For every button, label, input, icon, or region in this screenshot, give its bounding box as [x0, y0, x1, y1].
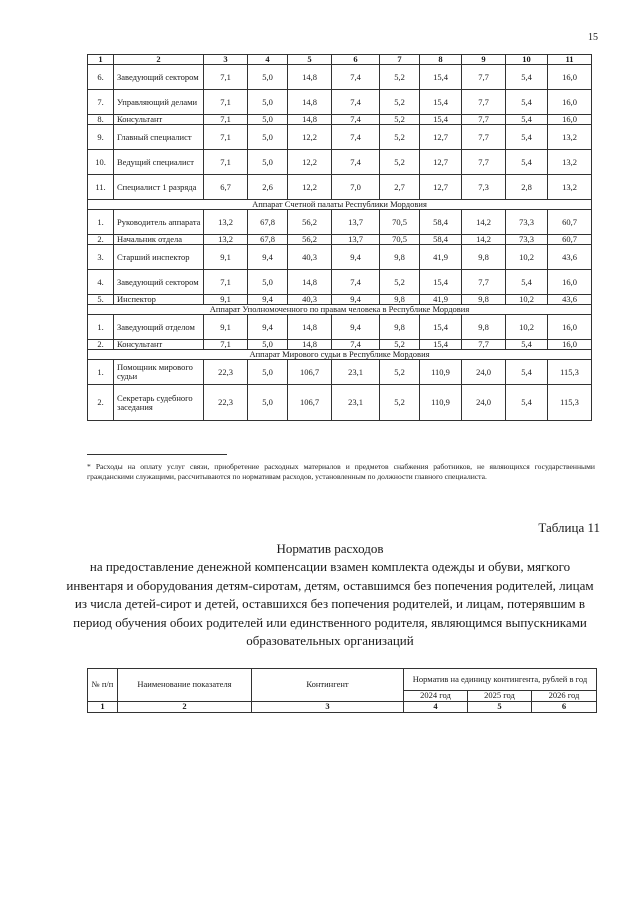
col-header-number: № п/п — [88, 669, 118, 702]
value-cell: 16,0 — [548, 90, 592, 115]
value-cell: 43,6 — [548, 295, 592, 305]
norm-heading — [60, 540, 600, 651]
col-header-year-2026: 2026 год — [532, 691, 597, 702]
position-name-cell: Заведующий сектором — [114, 65, 204, 90]
value-cell: 16,0 — [548, 270, 592, 295]
value-cell: 7,4 — [332, 150, 380, 175]
value-cell: 5,4 — [506, 150, 548, 175]
position-name-cell: Заведующий сектором — [114, 270, 204, 295]
value-cell: 14,8 — [288, 115, 332, 125]
value-cell: 7,7 — [462, 90, 506, 115]
value-cell: 12,7 — [420, 150, 462, 175]
value-cell: 7,4 — [332, 125, 380, 150]
value-cell: 7,1 — [204, 125, 248, 150]
value-cell: 10,2 — [506, 295, 548, 305]
value-cell: 58,4 — [420, 235, 462, 245]
value-cell: 7,0 — [332, 175, 380, 200]
value-cell: 9,1 — [204, 315, 248, 340]
value-cell: 5,2 — [380, 90, 420, 115]
value-cell: 5,2 — [380, 340, 420, 350]
value-cell: 7,1 — [204, 270, 248, 295]
value-cell: 67,8 — [248, 235, 288, 245]
value-cell: 5,4 — [506, 125, 548, 150]
col-number-cell: 6 — [532, 702, 597, 713]
section-row — [88, 200, 592, 210]
value-cell: 41,9 — [420, 295, 462, 305]
value-cell: 5,2 — [380, 65, 420, 90]
value-cell: 7,4 — [332, 340, 380, 350]
value-cell: 40,3 — [288, 295, 332, 305]
position-name-cell: Управляющий делами — [114, 90, 204, 115]
value-cell: 12,7 — [420, 175, 462, 200]
value-cell: 115,3 — [548, 385, 592, 421]
value-cell: 106,7 — [288, 385, 332, 421]
value-cell: 60,7 — [548, 235, 592, 245]
value-cell: 5,2 — [380, 385, 420, 421]
row-number-cell: 5. — [88, 295, 114, 305]
value-cell: 22,3 — [204, 385, 248, 421]
value-cell: 9,4 — [332, 295, 380, 305]
value-cell: 15,4 — [420, 315, 462, 340]
column-number-cell: 10 — [506, 55, 548, 65]
value-cell: 15,4 — [420, 90, 462, 115]
value-cell: 9,4 — [248, 295, 288, 305]
value-cell: 5,4 — [506, 270, 548, 295]
value-cell: 73,3 — [506, 235, 548, 245]
value-cell: 2,6 — [248, 175, 288, 200]
section-title: Аппарат Уполномоченного по правам человека в Республике Мордовия — [88, 305, 592, 315]
col-number-cell: 1 — [88, 702, 118, 713]
position-name-cell: Начальник отдела — [114, 235, 204, 245]
row-number-cell: 11. — [88, 175, 114, 200]
col-number-cell: 5 — [468, 702, 532, 713]
value-cell: 16,0 — [548, 340, 592, 350]
table-row — [88, 65, 592, 90]
value-cell: 5,0 — [248, 90, 288, 115]
value-cell: 5,2 — [380, 115, 420, 125]
col-header-contingent: Контингент — [252, 669, 404, 702]
value-cell: 12,2 — [288, 175, 332, 200]
value-cell: 7,1 — [204, 65, 248, 90]
value-cell: 9,8 — [462, 315, 506, 340]
value-cell: 7,1 — [204, 115, 248, 125]
section-title: Аппарат Мирового судьи в Республике Мордовия — [88, 350, 592, 360]
value-cell: 7,7 — [462, 270, 506, 295]
value-cell: 5,0 — [248, 360, 288, 385]
value-cell: 9,8 — [380, 315, 420, 340]
col-number-cell: 3 — [252, 702, 404, 713]
table-row — [88, 125, 592, 150]
value-cell: 7,7 — [462, 115, 506, 125]
position-name-cell: Старший инспектор — [114, 245, 204, 270]
value-cell: 115,3 — [548, 360, 592, 385]
positions-cost-table-body — [88, 55, 592, 421]
value-cell: 70,5 — [380, 235, 420, 245]
section-row — [88, 305, 592, 315]
position-name-cell: Специалист 1 разряда — [114, 175, 204, 200]
table-row — [88, 295, 592, 305]
value-cell: 14,8 — [288, 315, 332, 340]
footnote: * Расходы на оплату услуг связи, приобретение расходных материалов и предметов снабжения работников, не являющихся государственными гражданскими служащими, рассчитываются по нормативам расходов, установленным по должности главного специалиста. — [87, 462, 595, 482]
col-header-norm: Норматив на единицу контингента, рублей в год — [404, 669, 597, 691]
col-number-cell: 4 — [404, 702, 468, 713]
col-header-year-2025: 2025 год — [468, 691, 532, 702]
value-cell: 9,4 — [248, 315, 288, 340]
value-cell: 9,1 — [204, 295, 248, 305]
position-name-cell: Секретарь судебного заседания — [114, 385, 204, 421]
value-cell: 5,2 — [380, 150, 420, 175]
value-cell: 2,7 — [380, 175, 420, 200]
value-cell: 5,4 — [506, 115, 548, 125]
value-cell: 13,2 — [204, 210, 248, 235]
value-cell: 9,8 — [462, 245, 506, 270]
value-cell: 56,2 — [288, 235, 332, 245]
value-cell: 41,9 — [420, 245, 462, 270]
value-cell: 12,2 — [288, 150, 332, 175]
col-header-name: Наименование показателя — [118, 669, 252, 702]
column-number-cell: 7 — [380, 55, 420, 65]
col-number-cell: 2 — [118, 702, 252, 713]
position-name-cell: Главный специалист — [114, 125, 204, 150]
column-number-cell: 3 — [204, 55, 248, 65]
value-cell: 5,4 — [506, 340, 548, 350]
value-cell: 13,2 — [548, 150, 592, 175]
value-cell: 5,2 — [380, 360, 420, 385]
value-cell: 16,0 — [548, 65, 592, 90]
value-cell: 7,1 — [204, 340, 248, 350]
row-number-cell: 2. — [88, 340, 114, 350]
footnote-divider — [87, 454, 227, 455]
column-number-cell: 5 — [288, 55, 332, 65]
column-number-cell: 2 — [114, 55, 204, 65]
row-number-cell: 4. — [88, 270, 114, 295]
value-cell: 13,7 — [332, 210, 380, 235]
table-row — [88, 315, 592, 340]
row-number-cell: 1. — [88, 360, 114, 385]
value-cell: 9,8 — [380, 295, 420, 305]
column-number-row — [88, 55, 592, 65]
table-row — [88, 270, 592, 295]
table-row — [88, 90, 592, 115]
position-name-cell: Консультант — [114, 340, 204, 350]
value-cell: 6,7 — [204, 175, 248, 200]
value-cell: 23,1 — [332, 360, 380, 385]
position-name-cell: Ведущий специалист — [114, 150, 204, 175]
row-number-cell: 8. — [88, 115, 114, 125]
value-cell: 7,3 — [462, 175, 506, 200]
value-cell: 7,7 — [462, 150, 506, 175]
value-cell: 9,8 — [380, 245, 420, 270]
value-cell: 14,8 — [288, 90, 332, 115]
row-number-cell: 3. — [88, 245, 114, 270]
value-cell: 15,4 — [420, 115, 462, 125]
value-cell: 13,2 — [548, 125, 592, 150]
value-cell: 70,5 — [380, 210, 420, 235]
column-number-cell: 9 — [462, 55, 506, 65]
value-cell: 16,0 — [548, 315, 592, 340]
section-row — [88, 350, 592, 360]
value-cell: 67,8 — [248, 210, 288, 235]
value-cell: 14,2 — [462, 210, 506, 235]
value-cell: 22,3 — [204, 360, 248, 385]
col-header-year-2024: 2024 год — [404, 691, 468, 702]
value-cell: 43,6 — [548, 245, 592, 270]
norm-heading-subtitle: на предоставление денежной компенсации взамен комплекта одежды и обуви, мягкого инвентаря и оборудования детям-сиротам, детям, оставшимся без попечения родителей, лицам из числа детей-сирот и детей, оставшихся без попечения родителей, и лицам, потерявшим в период обучения обоих родителей или единственного родителя, являющимся выпускниками образовательных организаций — [66, 559, 594, 649]
row-number-cell: 2. — [88, 385, 114, 421]
positions-cost-table — [87, 54, 592, 421]
value-cell: 14,8 — [288, 270, 332, 295]
table-row — [88, 175, 592, 200]
table-row — [88, 245, 592, 270]
page-number: 15 — [588, 32, 598, 43]
value-cell: 60,7 — [548, 210, 592, 235]
value-cell: 13,2 — [548, 175, 592, 200]
row-number-cell: 6. — [88, 65, 114, 90]
column-number-cell: 1 — [88, 55, 114, 65]
value-cell: 5,0 — [248, 125, 288, 150]
value-cell: 16,0 — [548, 115, 592, 125]
value-cell: 5,2 — [380, 125, 420, 150]
norm-heading-title: Норматив расходов — [276, 541, 384, 556]
column-number-cell: 8 — [420, 55, 462, 65]
value-cell: 10,2 — [506, 245, 548, 270]
value-cell: 10,2 — [506, 315, 548, 340]
value-cell: 12,7 — [420, 125, 462, 150]
value-cell: 9,1 — [204, 245, 248, 270]
value-cell: 7,1 — [204, 150, 248, 175]
row-number-cell: 1. — [88, 315, 114, 340]
row-number-cell: 10. — [88, 150, 114, 175]
value-cell: 110,9 — [420, 385, 462, 421]
value-cell: 7,4 — [332, 65, 380, 90]
position-name-cell: Инспектор — [114, 295, 204, 305]
value-cell: 56,2 — [288, 210, 332, 235]
value-cell: 14,8 — [288, 65, 332, 90]
value-cell: 24,0 — [462, 360, 506, 385]
value-cell: 13,2 — [204, 235, 248, 245]
table-row — [88, 340, 592, 350]
value-cell: 23,1 — [332, 385, 380, 421]
position-name-cell: Руководитель аппарата — [114, 210, 204, 235]
value-cell: 5,0 — [248, 115, 288, 125]
value-cell: 2,8 — [506, 175, 548, 200]
value-cell: 9,4 — [248, 245, 288, 270]
value-cell: 5,0 — [248, 340, 288, 350]
value-cell: 7,4 — [332, 270, 380, 295]
value-cell: 5,4 — [506, 65, 548, 90]
value-cell: 7,4 — [332, 90, 380, 115]
table-label: Таблица 11 — [538, 520, 600, 535]
value-cell: 5,0 — [248, 65, 288, 90]
value-cell: 7,1 — [204, 90, 248, 115]
value-cell: 5,0 — [248, 150, 288, 175]
column-number-cell: 11 — [548, 55, 592, 65]
value-cell: 7,7 — [462, 340, 506, 350]
position-name-cell: Помощник мирового судьи — [114, 360, 204, 385]
position-name-cell: Заведующий отделом — [114, 315, 204, 340]
value-cell: 5,2 — [380, 270, 420, 295]
row-number-cell: 9. — [88, 125, 114, 150]
value-cell: 106,7 — [288, 360, 332, 385]
table-row — [88, 210, 592, 235]
value-cell: 24,0 — [462, 385, 506, 421]
value-cell: 110,9 — [420, 360, 462, 385]
value-cell: 5,0 — [248, 385, 288, 421]
value-cell: 58,4 — [420, 210, 462, 235]
value-cell: 14,8 — [288, 340, 332, 350]
position-name-cell: Консультант — [114, 115, 204, 125]
value-cell: 15,4 — [420, 340, 462, 350]
value-cell: 5,4 — [506, 90, 548, 115]
value-cell: 5,0 — [248, 270, 288, 295]
value-cell: 14,2 — [462, 235, 506, 245]
value-cell: 9,8 — [462, 295, 506, 305]
value-cell: 9,4 — [332, 315, 380, 340]
table-row — [88, 385, 592, 421]
value-cell: 7,7 — [462, 125, 506, 150]
column-number-cell: 4 — [248, 55, 288, 65]
column-number-cell: 6 — [332, 55, 380, 65]
value-cell: 73,3 — [506, 210, 548, 235]
section-title: Аппарат Счетной палаты Республики Мордовия — [88, 200, 592, 210]
value-cell: 5,4 — [506, 385, 548, 421]
value-cell: 15,4 — [420, 270, 462, 295]
value-cell: 15,4 — [420, 65, 462, 90]
value-cell: 5,4 — [506, 360, 548, 385]
table-row — [88, 235, 592, 245]
table-row — [88, 150, 592, 175]
value-cell: 7,7 — [462, 65, 506, 90]
row-number-cell: 7. — [88, 90, 114, 115]
value-cell: 13,7 — [332, 235, 380, 245]
compensation-norm-table — [87, 668, 597, 713]
value-cell: 12,2 — [288, 125, 332, 150]
value-cell: 9,4 — [332, 245, 380, 270]
value-cell: 40,3 — [288, 245, 332, 270]
row-number-cell: 1. — [88, 210, 114, 235]
table-row — [88, 115, 592, 125]
table-row — [88, 360, 592, 385]
value-cell: 7,4 — [332, 115, 380, 125]
row-number-cell: 2. — [88, 235, 114, 245]
